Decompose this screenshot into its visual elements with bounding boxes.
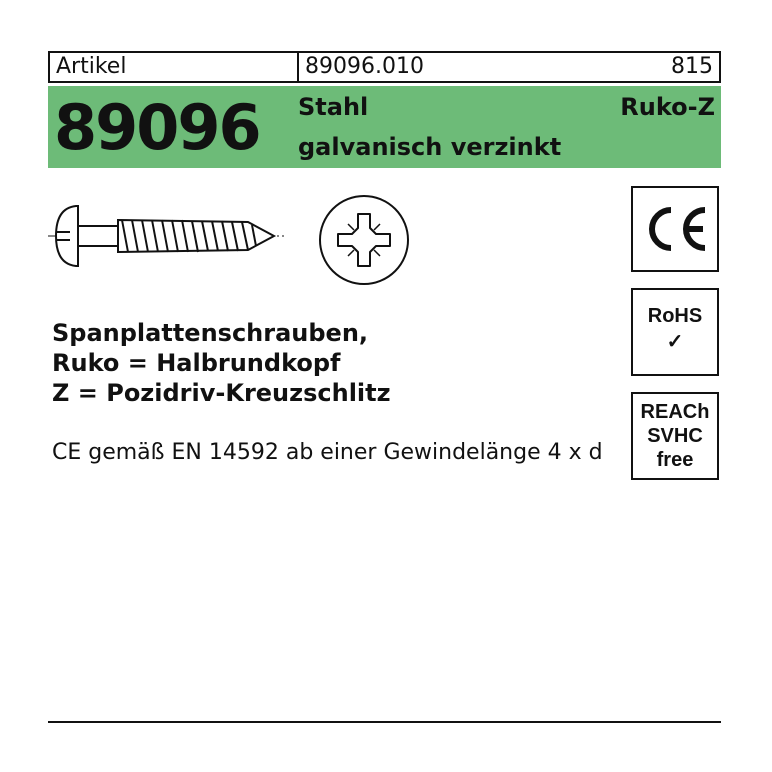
ce-mark-icon: [633, 188, 717, 270]
pozidriv-drive-icon: [316, 192, 412, 288]
bottom-divider: [48, 721, 721, 723]
rohs-label: RoHS: [647, 305, 703, 327]
ce-mark-box: [631, 186, 719, 272]
screw-side-view-icon: [48, 190, 288, 290]
article-header-row: [48, 51, 721, 83]
reach-label: REACh: [640, 401, 710, 423]
reach-box: [631, 392, 719, 480]
finish: galvanisch verzinkt: [298, 133, 562, 161]
material: Stahl: [298, 93, 369, 121]
description-line-1: Spanplattenschrauben,: [52, 319, 369, 347]
article-number: 89096.010: [305, 54, 424, 79]
norm-number: 89096: [54, 91, 260, 164]
type-code: Ruko-Z: [620, 93, 715, 121]
free-label: free: [656, 449, 694, 471]
svhc-label: SVHC: [647, 425, 703, 447]
description-line-3: Z = Pozidriv-Kreuzschlitz: [52, 379, 391, 407]
product-description: [52, 318, 391, 408]
article-number-cell: [299, 53, 719, 81]
check-icon: ✓: [666, 331, 684, 353]
rohs-box: [631, 288, 719, 376]
product-band: [48, 86, 721, 168]
article-label: Artikel: [50, 53, 299, 81]
page-code: 815: [671, 54, 713, 79]
description-line-2: Ruko = Halbrundkopf: [52, 349, 341, 377]
ce-note: CE gemäß EN 14592 ab einer Gewindelänge 4 x d: [52, 440, 603, 465]
